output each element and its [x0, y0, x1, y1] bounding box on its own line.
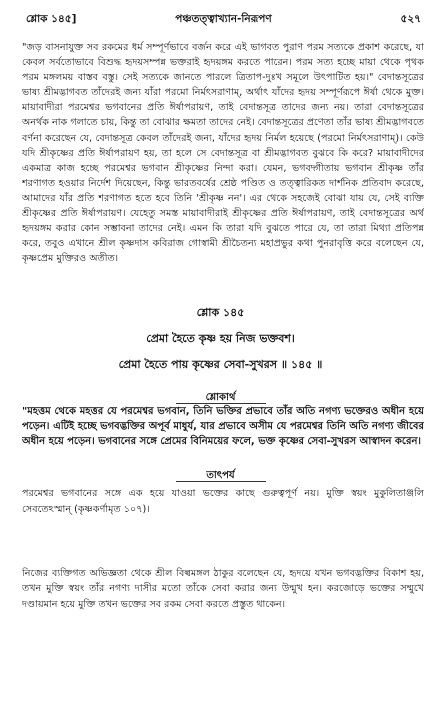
purport-paragraph-1 — [22, 486, 424, 550]
page-header — [26, 8, 421, 28]
purport-continued — [22, 40, 424, 296]
verse-line-2: প্রেমা হৈতে পায় কৃষ্ণের সেবা-সুখরস ॥ ১৪৫ ॥ — [118, 358, 323, 371]
verse-number: শ্লোক ১৪৫ — [196, 306, 245, 319]
translation-heading: শ্লোকার্থ — [205, 392, 236, 403]
purport-paragraph-2 — [22, 566, 424, 696]
verse-line-1: প্রেমা হৈতে কৃষ্ণ হয় নিজ ভক্তবশ। — [146, 332, 295, 345]
purport-paragraph-2-text: নিজের ব্যক্তিগত অভিজ্ঞতা থেকে শ্রীল বিল্বমঙ্গল ঠাকুর বলেছেন যে, হৃদয়ে যখন ভগবদ্ভক্তির বিকাশ হয়, তখন মুক্তি স্বয়ং তাঁর নগণ্য দাসীর মতো তাঁকে সেবা করার জন্য উন্মুখ হন। করজোড়ে ভক্তের সম্মুখে দণ্ডায়মান হয়ে মুক্তি তখন ভক্তের সব রকম সেবা করতে প্রস্তুত থাকেন। — [22, 568, 424, 610]
purport-heading-underline — [176, 481, 266, 482]
purport-paragraph-1-text: পরমেশ্বর ভগবানের সঙ্গে এক হয়ে যাওয়া ভক্তের কাছে গুরুত্বপূর্ণ নয়। মুক্তি স্বয়ং মুকুলিতাঞ্জলি সেবতেঽস্মান্ (কৃষ্ণকর্ণামৃত ১০৭)। — [22, 488, 424, 515]
translation-text: "মহত্তম থেকে মহত্তর যে পরমেশ্বর ভগবান, তিনি ভক্তির প্রভাবে তাঁর অতি নগণ্য ভক্তেরও অধীন হয়ে পড়েন। এটিই হচ্ছে ভগবদ্ভক্তির অপূর্ব মাধুর্য, যার প্রভাবে অসীম যে পরমেশ্বর তিনি অতি নগণ্য জীবের অধীন হয়ে পড়েন। ভগবানের সঙ্গে প্রেমের বিনিময়ের ফলে, ভক্ত কৃষ্ণের সেবা-সুখরস আস্বাদন করেন। — [22, 406, 424, 447]
chapter-title: পঞ্চতত্ত্বাখ্যান-নিরূপণ — [175, 13, 272, 25]
page-number: ৫২৭ — [400, 13, 421, 25]
purport-heading: তাৎপর্য — [206, 470, 235, 481]
purport-continued-text: "জড় বাসনাযুক্ত সব রকমের ধর্ম সম্পূর্ণভাবে বর্জন করে এই ভাগবত পুরাণ পরম সত্যকে প্রকাশ করেছে, যা কেবল সর্বতোভাবে বিশুদ্ধ হৃদয়সম্পন্ন ভক্তরাই হৃদয়ঙ্গম করতে পারেন। পরম সত্য হচ্ছে মায়া থেকে পৃথক পরম মঙ্গলময় বাস্তব বস্তু। সেই সত্যকে জানতে পারলে ত্রিতাপ-দুঃখ সমূলে উৎপাটিত হয়।" বেদান্তসূত্রের ভাষ্য শ্রীমদ্ভাগবত তাঁদেরই জন্য যাঁরা পরমো নির্মৎসরাণাম্, অর্থাৎ যাঁদের হৃদয় সম্পূর্ণরূপে ঈর্ষা থেকে মুক্ত। মায়াবাদীরা পরমেশ্বর ভগবানের প্রতি ঈর্ষাপরায়ণ, তাই বেদান্তসূত্র তাদের জন্য নয়। তারা বেদান্তসূত্রের অনর্থক নাক গলাতে চায়, কিন্তু তা বোঝার ক্ষমতা তাদের নেই। বেদান্তসূত্রের প্রণেতা তাঁর ভাষ্য শ্রীমদ্ভাগবতে বর্ণনা করেছেন যে, বেদান্তসূত্র কেবল তাঁদেরই জন্য, যাঁদের হৃদয় নির্মল হয়েছে (পরমো নির্মৎসরাণাম্)। কেউ যদি শ্রীকৃষ্ণের প্রতি ঈর্ষাপরায়ণ হয়, তা হলে সে বেদান্তসূত্র বা শ্রীমদ্ভাগবত বুঝবে কি করে? মায়াবাদীদের একমাত্র কাজ হচ্ছে পরমেশ্বর ভগবান শ্রীকৃষ্ণের নিন্দা করা। যেমন, ভগবদ্গীতায় ভগবান শ্রীকৃষ্ণ তাঁর শরণাগত হওয়ার নির্দেশ দিয়েছেন, কিন্তু ভারতবর্ষের শ্রেষ্ঠ পণ্ডিত ও তত্ত্বারিকত দার্শনিক প্রতিবাদ করেছে, আমাদের যাঁর প্রতি শরণাগত হতে হবে তিনি 'শ্রীকৃষ্ণ নন'। এর থেকে সহজেই বোঝা যায় যে, সেই ব্যক্তি শ্রীকৃষ্ণের প্রতি ঈর্ষাপরায়ণ। যেহেতু সমস্ত মায়াবাদীরাই শ্রীকৃষ্ণের প্রতি ঈর্ষাপরায়ণ, তাই বেদান্তসূত্রের অর্থ হৃদয়ঙ্গম করার কোন সম্ভাবনা তাদের নেই। এমন কি তারা যদি বুঝতে পারে যে, তা তারা মিথ্যা প্রতিপন্ন করে, তবুও এখানে শ্রীল কৃষ্ণদাস কবিরাজ গোস্বামী শ্রীচৈতন্য মহাপ্রভুর কথা পুনরাবৃত্তি করে বলেছেন যে, কৃষ্ণপ্রেম মুক্তিরও অতীত। — [22, 42, 424, 265]
verse-reference: শ্লোক ১৪৫] — [26, 13, 77, 25]
